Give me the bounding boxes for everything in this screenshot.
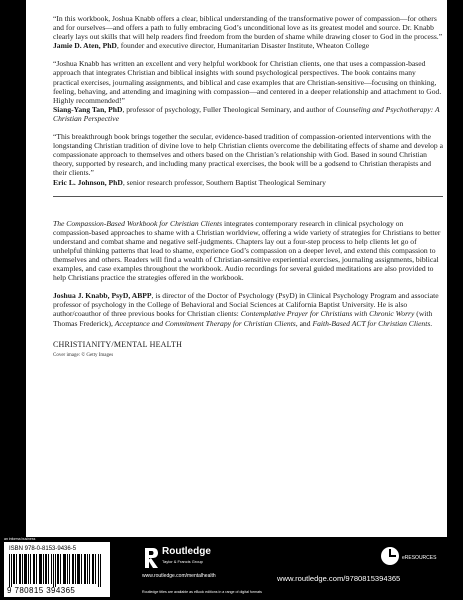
- eresources-badge-icon: [376, 542, 437, 570]
- cover-content-area: [26, 0, 447, 537]
- isbn-text: ISBN 978-0-8153-9436-5: [9, 546, 77, 552]
- previous-book-title: Contemplative Prayer for Christians with Chronic Worry: [240, 309, 415, 319]
- book-title: The Compassion-Based Workbook for Christian Clients: [53, 218, 223, 228]
- section-divider: [53, 196, 443, 197]
- eresources-label: eRESOURCES: [402, 555, 437, 561]
- endorser-name: Jamie D. Aten, PhD: [53, 41, 117, 51]
- ebook-note: Routledge titles are available as eBook editions in a range of digital formats: [142, 590, 262, 594]
- publisher-name: Routledge: [162, 546, 211, 557]
- informa-tagline: an informa business: [4, 537, 36, 541]
- endorsement-attribution: [53, 178, 443, 187]
- publisher-band: [0, 537, 463, 600]
- endorsement: [53, 14, 443, 50]
- endorser-book-title: Counseling and Psychotherapy: A Christian Perspective: [53, 104, 440, 123]
- author-bio: [53, 291, 443, 327]
- endorser-affiliation: , founder and executive director, Humanitarian Disaster Institute, Wheaton College: [116, 41, 370, 51]
- isbn-barcode: [4, 542, 110, 597]
- endorsement-quote: “Joshua Knabb has written an excellent and very helpful workbook for Christian clients, one that uses a compassion-based approach that integrates Christian and biblical insights with sound psychological perspectives. The book contains many practical exercises, journaling assignments, and biblical and case examples that are Christian-sensitive—focusing on thinking, feeling, behaving, and attending and imagining with compassion—and centered in a deeper relationship and attachment to God. Highly recommended!”: [53, 59, 442, 105]
- author-bio-text: (with Thomas Frederick),: [53, 309, 433, 328]
- endorsement: [53, 59, 443, 123]
- endorsement-quote: “This breakthrough book brings together the secular, evidence-based tradition of compassion-oriented interventions with the longstanding Christian tradition of divine love to help Christian clients overcome the debilitating effects of shame and develop a compassionate approach to themselves and others based on the Christian’s relationship with God. Based in sound Christian theory, supported by research, and including many practical exercises, the book will be a godsend to Christian therapists and their clients.”: [53, 132, 443, 178]
- author-name: Joshua J. Knabb, PsyD, ABPP: [53, 291, 152, 301]
- subject-category: CHRISTIANITY/MENTAL HEALTH: [53, 339, 183, 349]
- cover-credit: Cover image: © Getty Images: [53, 352, 114, 358]
- endorser-name: Eric L. Johnson, PhD: [53, 177, 123, 187]
- endorsement-attribution: [53, 105, 443, 123]
- publisher-subtitle: Taylor & Francis Group: [162, 559, 203, 564]
- author-bio-text: , is director of the Doctor of Psychology (PsyD) in Clinical Psychology Program and associate professor of psychology in the College of Behavioral and Social Sciences at California Baptist University. He is also author/coauthor of three previous books for Christian clients:: [53, 291, 439, 319]
- barcode-number: 9 780815 394365: [7, 586, 76, 595]
- book-url[interactable]: www.routledge.com/9780815394365: [277, 574, 401, 583]
- author-bio-text: .: [430, 318, 433, 328]
- previous-book-title: Faith-Based ACT for Christian Clients: [312, 318, 431, 328]
- endorsement: [53, 132, 443, 187]
- author-bio-text: , and: [295, 318, 313, 328]
- barcode-bars: [9, 554, 105, 587]
- endorser-affiliation: , senior research professor, Southern Baptist Theological Seminary: [122, 177, 326, 187]
- routledge-logo-icon: [142, 547, 160, 569]
- book-description: [53, 219, 443, 283]
- text-area: [53, 14, 443, 360]
- endorsement-quote: “In this workbook, Joshua Knabb offers a clear, biblical understanding of the transformative power of compassion—for others and for ourselves—and offers a path to fully embracing God’s unconditional love as its greatest model and source. Dr. Knabb clearly lays out skills that will help readers find freedom from the burden of shame while drawing closer to God in the process.”: [53, 14, 443, 42]
- subject-url: www.routledge.com/mentalhealth: [142, 573, 216, 579]
- endorsement-attribution: [53, 41, 443, 50]
- previous-book-title: Acceptance and Commitment Therapy for Christian Clients: [114, 318, 296, 328]
- endorser-affiliation: , professor of psychology, Fuller Theological Seminary, and author of: [122, 104, 336, 114]
- endorser-name: Siang-Yang Tan, PhD: [53, 104, 123, 114]
- description-body: integrates contemporary research in clinical psychology on compassion-based approaches to shame with a Christian worldview, offering a wide variety of strategies for Christians to better understand and combat shame and negative self-judgments. Chapters lay out a four-step process to help clients let go of unhelpful thinking patterns that lead to shame, experience God’s compassion on a deeper level, and extend this compassion to themselves and others. Readers will find a wealth of Christian-sensitive experiential exercises, journaling assignments, biblical examples, and case examples throughout the workbook. Audio recordings for several guided meditations are also provided to help Christians practice the strategies offered in the workbook.: [53, 218, 441, 283]
